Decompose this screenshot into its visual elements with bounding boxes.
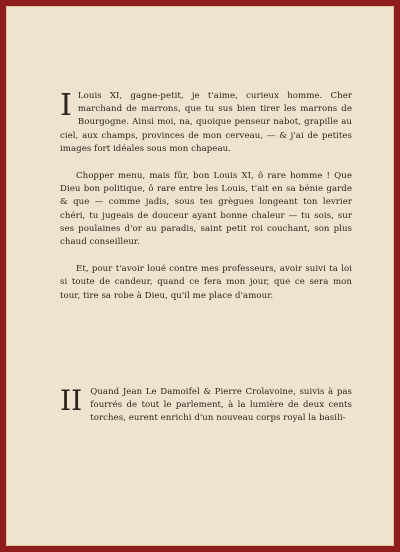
- page-sheet: [6, 6, 394, 546]
- section-1-paragraph-3: Et, pour t'avoir loué contre mes professeurs, avoir suivi ta loi si toute de candeur, quand ce fera mon jour, que ce sera mon tour, tire sa robe à Dieu, qu'il me place d'amour.: [60, 264, 352, 301]
- section-1-paragraph-1-text: Louis XI, gagne-petit, je t'aime, curieux homme. Cher marchand de marrons, que tu sus bien tirer les marrons de Bourgogne. Ainsi moi, na, quoique penseur nabot, grapille au ciel, aux champs, provinces de mon cerveau, — & j'ai de petites images fort idéales sous mon chapeau.: [60, 91, 352, 154]
- section-1-paragraph-1: [60, 90, 352, 156]
- section-1: [60, 90, 352, 317]
- section-1-paragraph-2: Chopper menu, mais fûr, bon Louis XI, ô rare homme ! Que Dieu bon politique, ô rare entre les Louis, t'ait en sa bénie garde & que — comme jadis, sous tes grègues longeant ton levrier chéri, tu jugeais de douceur ayant bonne chaleur — tu sois, sur ses poulaines d'or au paradis, saint petit roi couchant, son plus chaud conseilleur.: [60, 171, 352, 248]
- section-2: [60, 386, 352, 440]
- section-1-dropcap: I: [60, 88, 72, 123]
- section-2-dropcap: II: [60, 384, 83, 417]
- section-2-paragraph-1: [60, 386, 352, 426]
- section-2-paragraph-1-text: Quand Jean Le Damoifel & Pierre Crolavoine, suivis à pas fourrés de tout le parlement, à la lumière de deux cents torches, eurent enrichi d'un nouveau corps royal la basili-: [90, 387, 352, 424]
